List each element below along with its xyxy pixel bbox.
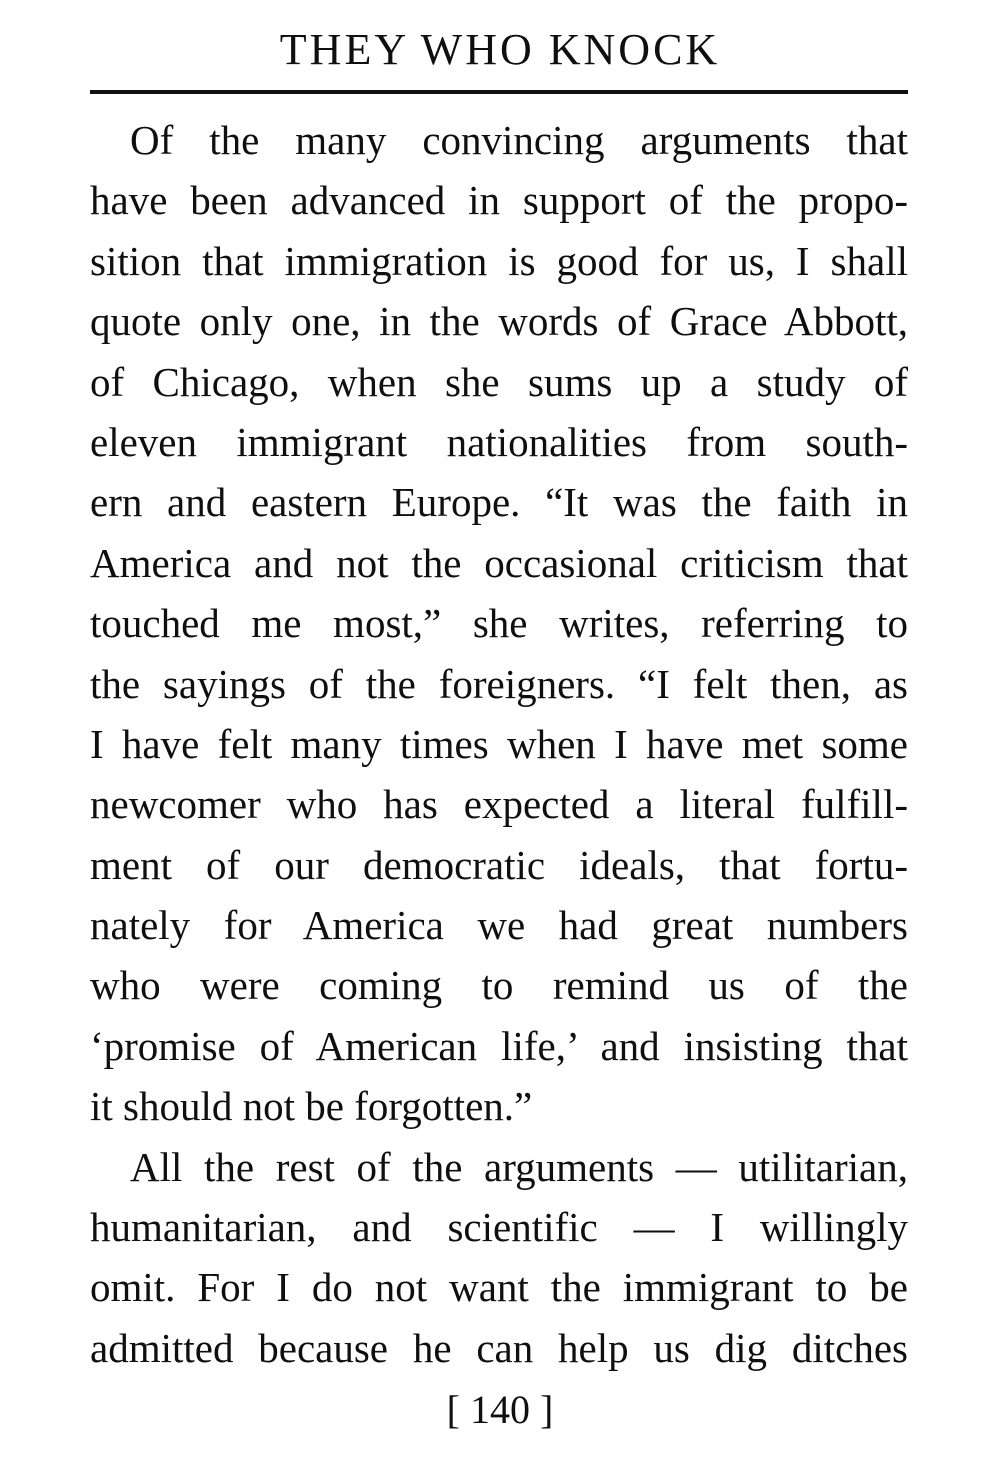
text-line: touched me most,” she writes, referring to <box>90 600 908 647</box>
text-line: of Chicago, when she sums up a study of <box>90 358 908 405</box>
text-line: newcomer who has expected a literal fulfill- <box>90 781 908 828</box>
text-line: humanitarian, and scientific — I willingly <box>90 1204 908 1251</box>
text-line: sition that immigration is good for us, I shall <box>90 237 908 284</box>
page-number: [ 140 ] <box>446 1387 554 1432</box>
text-line: All the rest of the arguments — utilitarian, <box>130 1143 908 1190</box>
text-line: America and not the occasional criticism that <box>90 539 908 586</box>
text-line: the sayings of the foreigners. “I felt then, as <box>90 660 908 707</box>
text-line: quote only one, in the words of Grace Abbott, <box>90 298 908 345</box>
text-line: eleven immigrant nationalities from south- <box>90 418 908 465</box>
text-line: ‘promise of American life,’ and insisting that <box>90 1022 908 1069</box>
text-line: it should not be forgotten.” <box>90 1083 533 1130</box>
text-line: have been advanced in support of the propo- <box>90 177 908 224</box>
paragraph-1 <box>90 110 908 1137</box>
header-rule <box>90 90 908 94</box>
text-line: Of the many convincing arguments that <box>130 117 908 163</box>
text-line: omit. For I do not want the immigrant to be <box>90 1264 908 1311</box>
text-line: admitted because he can help us dig ditches <box>90 1324 908 1371</box>
text-line: who were coming to remind us of the <box>90 962 908 1009</box>
running-title: THEY WHO KNOCK <box>279 25 721 74</box>
text-line: I have felt many times when I have met some <box>90 720 908 767</box>
paragraph-2 <box>90 1137 908 1379</box>
text-line: nately for America we had great numbers <box>90 902 908 949</box>
text-line: ern and eastern Europe. “It was the faith in <box>90 479 908 526</box>
text-line: ment of our democratic ideals, that fortu- <box>90 841 908 888</box>
body-text <box>90 110 908 1378</box>
